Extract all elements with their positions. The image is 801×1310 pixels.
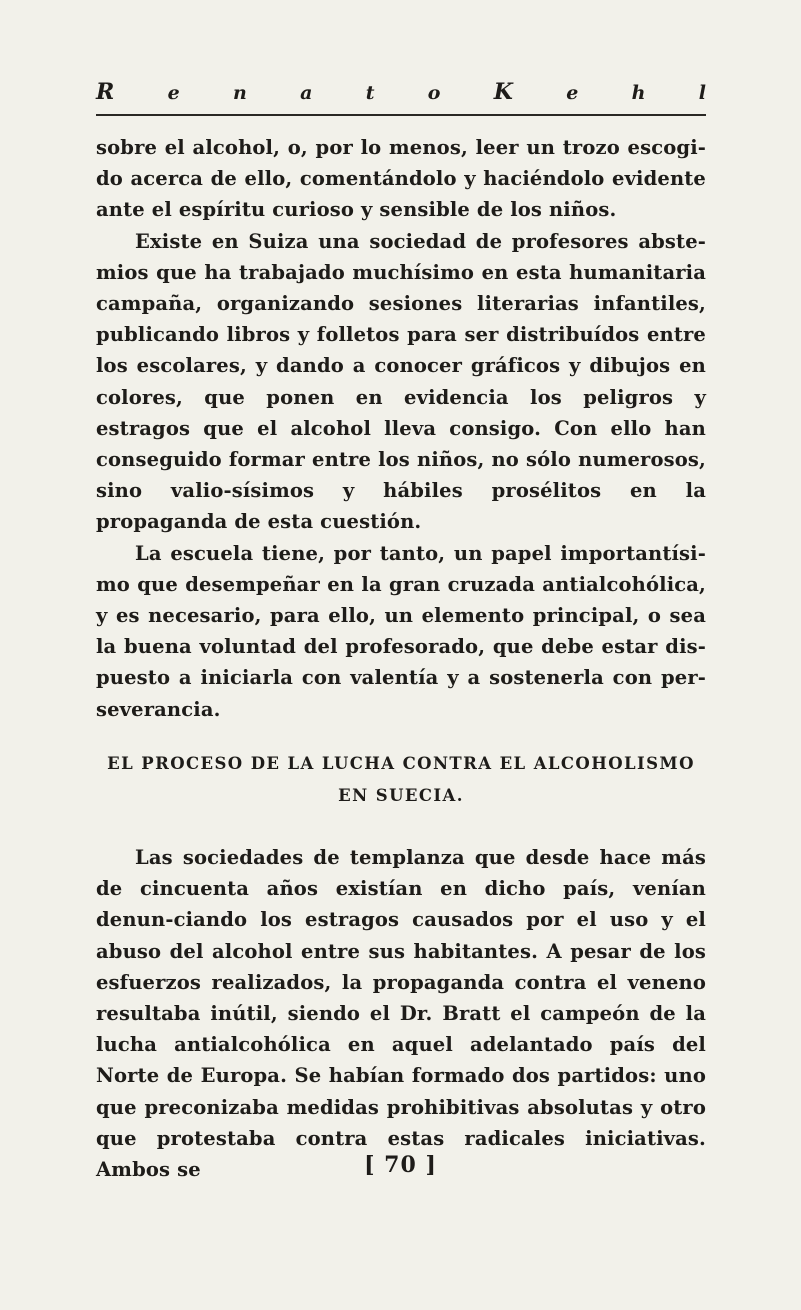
paragraph: sobre el alcohol, o, por lo menos, leer un trozo escogi-do acerca de ello, comentándolo y haciéndolo evidente ante el espíritu curioso y sensible de los niños. bbox=[96, 136, 706, 222]
header-rule bbox=[96, 114, 706, 116]
body-text-upper bbox=[96, 132, 706, 725]
running-header bbox=[96, 80, 706, 105]
header-letter: l bbox=[698, 82, 706, 104]
paragraph: Las sociedades de templanza que desde hace más de cincuenta años existían en dicho país, venían denun-ciando los estragos causados por el uso y el abuso del alcohol entre sus habitantes. A pesar de los esfuerzos realizados, la propaganda contra el veneno resultaba inútil, siendo el Dr. Bratt el campeón de la lucha antialcohólica en aquel adelantado país del Norte de Europa. Se habían formado dos partidos: uno que preconizaba medidas prohibitivas absolutas y otro que protestaba contra estas radicales iniciativas. Ambos se bbox=[96, 846, 706, 1182]
header-letter: n bbox=[232, 82, 247, 104]
header-letter: o bbox=[427, 82, 441, 104]
page-number: [ 70 ] bbox=[364, 1152, 437, 1178]
paragraph: Existe en Suiza una sociedad de profesores abste-mios que ha trabajado muchísimo en esta humanitaria campaña, organizando sesiones literarias infantiles, publicando libros y folletos para ser distribuídos entre los escolares, y dando a conocer gráficos y dibujos en colores, que ponen en evidencia los peligros y estragos que el alcohol lleva consigo. Con ello han conseguido formar entre los niños, no sólo numerosos, sino valio-sísimos y hábiles prosélitos en la propaganda de esta cuestión. bbox=[96, 229, 706, 534]
paragraph: La escuela tiene, por tanto, un papel importantísi-mo que desempeñar en la gran cruzada antialcohólica, y es necesario, para ello, un elemento principal, o sea la buena voluntad del profesorado, que debe estar dis-puesto a iniciarla con valentía y a sostenerla con per-severancia. bbox=[96, 541, 706, 721]
section-heading-line-2: EN SUECIA. bbox=[338, 786, 464, 805]
header-letter: h bbox=[631, 82, 646, 104]
section-heading-line-1: EL PROCESO DE LA LUCHA CONTRA EL ALCOHOLISMO bbox=[107, 754, 695, 773]
header-letter: K bbox=[493, 79, 513, 105]
header-letter: R bbox=[96, 79, 115, 105]
section-heading bbox=[96, 748, 706, 812]
header-letter: a bbox=[300, 82, 313, 104]
header-letter: e bbox=[566, 82, 579, 104]
header-letter: e bbox=[167, 82, 180, 104]
header-letter: t bbox=[365, 82, 375, 104]
body-text-lower bbox=[96, 842, 706, 1185]
